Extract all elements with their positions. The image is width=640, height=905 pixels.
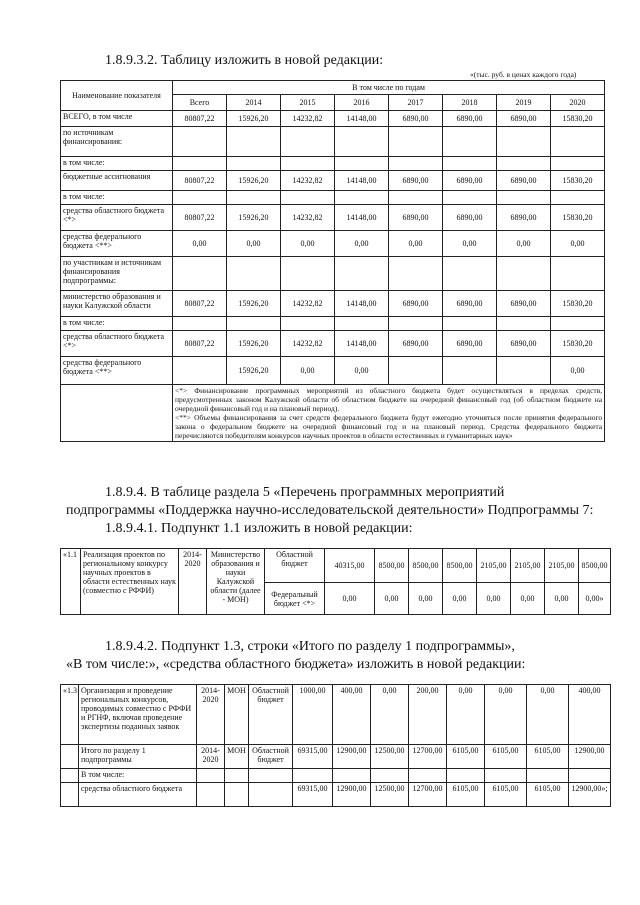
value-cell: 0,00 — [173, 231, 227, 257]
value-cell: 6890,00 — [497, 205, 551, 231]
value-cell: 15830,20 — [551, 291, 605, 317]
value-cell: 6105,00 — [485, 783, 527, 807]
value-cell: 8500,00 — [375, 549, 409, 583]
value-cell: 6890,00 — [443, 171, 497, 191]
value-cell: 80807,22 — [173, 291, 227, 317]
row-label: по источникам финансирования: — [61, 127, 173, 157]
section-heading-1-8-9-3-2: 1.8.9.3.2. Таблицу изложить в новой редакции: — [105, 53, 384, 68]
value-cell: 6890,00 — [497, 331, 551, 357]
col-header: 2017 — [389, 95, 443, 111]
value-cell: 14148,00 — [335, 331, 389, 357]
subitem-1-3-table — [60, 684, 611, 807]
col-header: 2019 — [497, 95, 551, 111]
table-footnotes — [173, 385, 605, 442]
value-cell: 14232,82 — [281, 291, 335, 317]
value-cell — [389, 191, 443, 205]
para-1-8-9-4-2-line1: 1.8.9.4.2. Подпункт 1.3, строки «Итого по разделу 1 подпрограммы», — [105, 639, 515, 654]
value-cell: 80807,22 — [173, 111, 227, 127]
value-cell: 14232,82 — [281, 111, 335, 127]
item-executor: Министерство образования и науки Калужской области (далее - МОН) — [207, 549, 265, 615]
item-number — [61, 745, 79, 769]
value-cell — [389, 157, 443, 171]
value-cell: 0,00 — [545, 583, 579, 615]
value-cell: 0,00 — [281, 231, 335, 257]
value-cell: 12500,00 — [371, 745, 409, 769]
value-cell — [227, 191, 281, 205]
value-cell: 12700,00 — [409, 745, 447, 769]
item-period: 2014-2020 — [179, 549, 207, 615]
row-label: в том числе: — [61, 317, 173, 331]
row-label: в том числе: — [61, 157, 173, 171]
col-header: 2020 — [551, 95, 605, 111]
value-cell: 8500,00 — [443, 549, 477, 583]
value-cell: 15830,20 — [551, 171, 605, 191]
value-cell — [227, 257, 281, 291]
item-period: 2014-2020 — [197, 745, 225, 769]
item-period: 2014-2020 — [197, 685, 225, 745]
value-cell: 40315,00 — [325, 549, 375, 583]
row-label: средства федерального бюджета <**> — [61, 357, 173, 385]
value-cell: 6890,00 — [389, 291, 443, 317]
value-cell — [569, 769, 611, 783]
value-cell: 0,00 — [551, 357, 605, 385]
value-cell: 0,00 — [335, 357, 389, 385]
value-cell — [335, 257, 389, 291]
units-note: «(тыс. руб. в ценах каждого года) — [470, 70, 577, 79]
table-row — [61, 291, 605, 317]
value-cell — [551, 157, 605, 171]
value-cell: 0,00 — [477, 583, 511, 615]
value-cell — [485, 769, 527, 783]
value-cell: 15830,20 — [551, 205, 605, 231]
value-cell: 6105,00 — [527, 783, 569, 807]
value-cell: 15926,20 — [227, 331, 281, 357]
value-cell: 15926,20 — [227, 111, 281, 127]
value-cell: 14148,00 — [335, 171, 389, 191]
table-row — [61, 685, 611, 745]
value-cell: 0,00 — [447, 685, 485, 745]
row-label: министерство образования и науки Калужской области — [61, 291, 173, 317]
value-cell — [551, 317, 605, 331]
value-cell — [551, 257, 605, 291]
value-cell: 0,00 — [511, 583, 545, 615]
item-executor: МОН — [225, 745, 249, 769]
table-row — [61, 171, 605, 191]
financing-table — [60, 80, 605, 442]
value-cell: 6105,00 — [447, 783, 485, 807]
value-cell: 14148,00 — [335, 111, 389, 127]
value-cell: 12500,00 — [371, 783, 409, 807]
value-cell — [409, 769, 447, 783]
value-cell — [335, 127, 389, 157]
value-cell: 80807,22 — [173, 205, 227, 231]
value-cell — [335, 191, 389, 205]
value-cell: 15926,20 — [227, 171, 281, 191]
value-cell: 400,00 — [333, 685, 371, 745]
value-cell: 12900,00 — [333, 783, 371, 807]
value-cell: 80807,22 — [173, 171, 227, 191]
source-label: Областной бюджет — [265, 549, 325, 583]
value-cell: 12900,00 — [333, 745, 371, 769]
source-label: Федеральный бюджет <*> — [265, 583, 325, 615]
value-cell — [173, 357, 227, 385]
row-label: средства областного бюджета <*> — [61, 205, 173, 231]
value-cell — [497, 127, 551, 157]
table-row — [61, 205, 605, 231]
value-cell: 0,00 — [443, 231, 497, 257]
item-period — [197, 783, 225, 807]
table-row — [61, 783, 611, 807]
value-cell: 0,00 — [527, 685, 569, 745]
value-cell — [281, 317, 335, 331]
value-cell: 6890,00 — [443, 331, 497, 357]
value-cell — [333, 769, 371, 783]
value-cell: 6890,00 — [497, 171, 551, 191]
value-cell: 0,00 — [443, 583, 477, 615]
value-cell — [497, 157, 551, 171]
item-number — [61, 769, 79, 783]
value-cell: 15830,20 — [551, 331, 605, 357]
footnote-spacer — [61, 385, 173, 442]
table-row — [61, 191, 605, 205]
value-cell: 0,00 — [409, 583, 443, 615]
value-cell: 6890,00 — [497, 111, 551, 127]
source-label — [249, 769, 293, 783]
value-cell — [551, 191, 605, 205]
value-cell — [443, 127, 497, 157]
row-label: в том числе: — [61, 191, 173, 205]
row-label: по участникам и источникам финансирования подпрограммы: — [61, 257, 173, 291]
value-cell — [443, 157, 497, 171]
table-row — [61, 127, 605, 157]
value-cell — [527, 769, 569, 783]
value-cell: 14232,82 — [281, 205, 335, 231]
col-header: 2014 — [227, 95, 281, 111]
footnote-1: <*> Финансирование программных мероприятий из областного бюджета будет осуществляться в пределах средств, предусмотренных законом Калужской области об областном бюджете на очередной финансовый год (об областном бюджете на очередной финансовый год и на плановый период). — [175, 386, 603, 413]
value-cell: 0,00» — [579, 583, 611, 615]
value-cell — [389, 357, 443, 385]
table-row — [61, 231, 605, 257]
value-cell — [497, 317, 551, 331]
item-name: В том числе: — [79, 769, 197, 783]
value-cell — [281, 191, 335, 205]
value-cell: 0,00 — [227, 231, 281, 257]
value-cell: 6890,00 — [443, 111, 497, 127]
row-label: ВСЕГО, в том числе — [61, 111, 173, 127]
table-row — [61, 317, 605, 331]
item-number: «1.1 — [61, 549, 81, 615]
value-cell: 6890,00 — [389, 171, 443, 191]
value-cell — [497, 357, 551, 385]
item-executor — [225, 769, 249, 783]
table-row — [61, 769, 611, 783]
value-cell — [551, 127, 605, 157]
value-cell: 6890,00 — [443, 291, 497, 317]
value-cell — [293, 769, 333, 783]
table-row — [61, 111, 605, 127]
header-name: Наименование показателя — [61, 81, 173, 111]
para-1-8-9-4-line2: подпрограммы «Поддержка научно-исследовательской деятельности» Подпрограммы 7: — [66, 503, 594, 518]
value-cell — [227, 317, 281, 331]
value-cell: 14148,00 — [335, 205, 389, 231]
value-cell: 0,00 — [551, 231, 605, 257]
row-label: бюджетные ассигнования — [61, 171, 173, 191]
item-number: «1.3 — [61, 685, 79, 745]
para-1-8-9-4-1: 1.8.9.4.1. Подпункт 1.1 изложить в новой редакции: — [105, 521, 413, 536]
value-cell — [443, 191, 497, 205]
value-cell: 2105,00 — [545, 549, 579, 583]
value-cell: 15926,20 — [227, 357, 281, 385]
table-row — [61, 257, 605, 291]
value-cell — [335, 317, 389, 331]
value-cell: 12900,00»; — [569, 783, 611, 807]
value-cell — [443, 357, 497, 385]
col-header: 2016 — [335, 95, 389, 111]
header-group: В том числе по годам — [173, 81, 605, 95]
value-cell: 0,00 — [389, 231, 443, 257]
value-cell — [281, 157, 335, 171]
value-cell — [227, 157, 281, 171]
value-cell: 6890,00 — [389, 111, 443, 127]
value-cell — [227, 127, 281, 157]
value-cell — [281, 127, 335, 157]
item-executor: МОН — [225, 685, 249, 745]
value-cell: 6105,00 — [485, 745, 527, 769]
item-executor — [225, 783, 249, 807]
value-cell: 69315,00 — [293, 745, 333, 769]
table-row — [61, 745, 611, 769]
value-cell: 15830,20 — [551, 111, 605, 127]
value-cell: 1000,00 — [293, 685, 333, 745]
value-cell — [371, 769, 409, 783]
value-cell — [443, 317, 497, 331]
table-row — [61, 157, 605, 171]
value-cell — [389, 317, 443, 331]
value-cell: 400,00 — [569, 685, 611, 745]
table-row — [61, 331, 605, 357]
value-cell — [173, 257, 227, 291]
value-cell — [389, 127, 443, 157]
value-cell: 6890,00 — [497, 291, 551, 317]
value-cell: 80807,22 — [173, 331, 227, 357]
value-cell: 0,00 — [497, 231, 551, 257]
value-cell: 2105,00 — [511, 549, 545, 583]
value-cell — [173, 127, 227, 157]
row-label: средства областного бюджета <*> — [61, 331, 173, 357]
value-cell: 0,00 — [375, 583, 409, 615]
value-cell — [335, 157, 389, 171]
col-header: Всего — [173, 95, 227, 111]
value-cell — [173, 191, 227, 205]
value-cell: 8500,00 — [579, 549, 611, 583]
value-cell: 0,00 — [281, 357, 335, 385]
item-name: Реализация проектов по региональному конкурсу научных проектов в области естественных наук (совместно с РФФИ) — [81, 549, 179, 615]
para-1-8-9-4-2-line2: «В том числе:», «средства областного бюджета» изложить в новой редакции: — [66, 657, 526, 672]
item-period — [197, 769, 225, 783]
source-label — [249, 783, 293, 807]
value-cell — [497, 257, 551, 291]
item-number — [61, 783, 79, 807]
value-cell: 6890,00 — [389, 205, 443, 231]
table-row — [61, 357, 605, 385]
value-cell — [389, 257, 443, 291]
item-name: Организация и проведение региональных конкурсов, проводимых совместно с РФФИ и РГНФ, включая проведение экспертизы поданных заявок — [79, 685, 197, 745]
value-cell: 0,00 — [485, 685, 527, 745]
para-1-8-9-4-line1: 1.8.9.4. В таблице раздела 5 «Перечень программных мероприятий — [105, 485, 505, 500]
source-label: Областной бюджет — [249, 745, 293, 769]
value-cell: 14148,00 — [335, 291, 389, 317]
value-cell — [281, 257, 335, 291]
item-name: средства областного бюджета — [79, 783, 197, 807]
subitem-1-1-table — [60, 548, 611, 615]
value-cell: 6105,00 — [447, 745, 485, 769]
value-cell — [173, 317, 227, 331]
value-cell: 200,00 — [409, 685, 447, 745]
value-cell: 14232,82 — [281, 171, 335, 191]
value-cell: 12700,00 — [409, 783, 447, 807]
value-cell: 12900,00 — [569, 745, 611, 769]
col-header: 2018 — [443, 95, 497, 111]
footnote-2: <**> Объемы финансирования за счет средств федерального бюджета будут ежегодно уточняться после принятия федерального закона о федеральном бюджете на очередной финансовый год и на плановый период. Средства федерального бюджета перечисляются победителям конкурсов научных проектов в области естественных и гуманитарных наук» — [175, 413, 603, 440]
value-cell: 6890,00 — [443, 205, 497, 231]
value-cell: 14232,82 — [281, 331, 335, 357]
value-cell: 8500,00 — [409, 549, 443, 583]
value-cell — [497, 191, 551, 205]
value-cell: 15926,20 — [227, 205, 281, 231]
value-cell: 2105,00 — [477, 549, 511, 583]
value-cell: 6105,00 — [527, 745, 569, 769]
row-label: средства федерального бюджета <**> — [61, 231, 173, 257]
value-cell: 0,00 — [371, 685, 409, 745]
item-name: Итого по разделу 1 подпрограммы — [79, 745, 197, 769]
value-cell: 0,00 — [325, 583, 375, 615]
value-cell — [447, 769, 485, 783]
col-header: 2015 — [281, 95, 335, 111]
value-cell — [443, 257, 497, 291]
value-cell: 6890,00 — [389, 331, 443, 357]
value-cell: 0,00 — [335, 231, 389, 257]
value-cell — [173, 157, 227, 171]
value-cell: 15926,20 — [227, 291, 281, 317]
value-cell: 69315,00 — [293, 783, 333, 807]
source-label: Областной бюджет — [249, 685, 293, 745]
